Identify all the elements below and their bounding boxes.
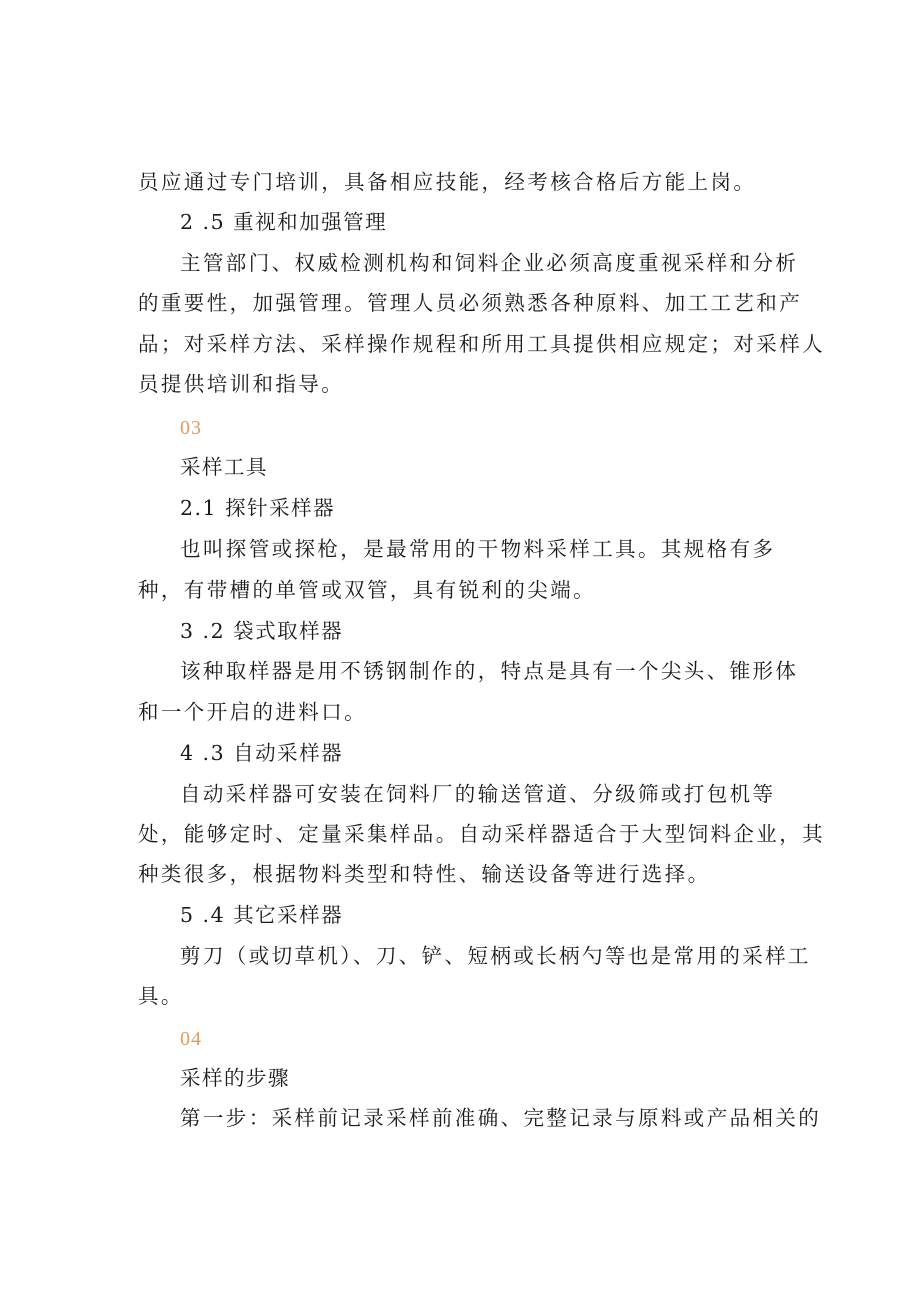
section-number: 03: [180, 417, 202, 439]
paragraph-line: 也叫探管或探枪，是最常用的干物料采样工具。其规格有多: [180, 537, 776, 561]
subsection-heading: 3 .2 袋式取样器: [180, 619, 344, 643]
paragraph-line: 第一步：采样前记录采样前准确、完整记录与原料或产品相关的: [180, 1106, 822, 1130]
paragraph-line: 该种取样器是用不锈钢制作的，特点是具有一个尖头、锥形体: [180, 659, 799, 683]
paragraph-line: 和一个开启的进料口。: [138, 700, 367, 724]
section-heading: 2 .5 重视和加强管理: [180, 210, 388, 234]
paragraph-line: 剪刀（或切草机）、刀、铲、短柄或长柄勺等也是常用的采样工: [180, 944, 811, 968]
paragraph-line: 具。: [138, 984, 184, 1008]
section-title: 采样的步骤: [180, 1066, 290, 1090]
subsection-heading: 2.1 探针采样器: [180, 496, 336, 520]
paragraph-line: 的重要性，加强管理。管理人员必须熟悉各种原料、加工工艺和产: [138, 291, 803, 315]
paragraph-line: 主管部门、权威检测机构和饲料企业必须高度重视采样和分析: [180, 251, 799, 275]
subsection-heading: 4 .3 自动采样器: [180, 741, 344, 765]
paragraph-line: 品；对采样方法、采样操作规程和所用工具提供相应规定；对采样人: [138, 332, 825, 356]
paragraph-line: 自动采样器可安装在饲料厂的输送管道、分级筛或打包机等: [180, 782, 776, 806]
paragraph-line: 处，能够定时、定量采集样品。自动采样器适合于大型饲料企业，其: [138, 822, 825, 846]
section-title: 采样工具: [180, 455, 268, 479]
paragraph-line: 种，有带槽的单管或双管，具有锐利的尖端。: [138, 578, 596, 602]
section-number: 04: [180, 1028, 202, 1050]
paragraph-line: 种类很多，根据物料类型和特性、输送设备等进行选择。: [138, 862, 711, 886]
paragraph-line: 员应通过专门培训，具备相应技能，经考核合格后方能上岗。: [138, 170, 757, 194]
subsection-heading: 5 .4 其它采样器: [180, 903, 344, 927]
paragraph-line: 员提供培训和指导。: [138, 372, 345, 396]
